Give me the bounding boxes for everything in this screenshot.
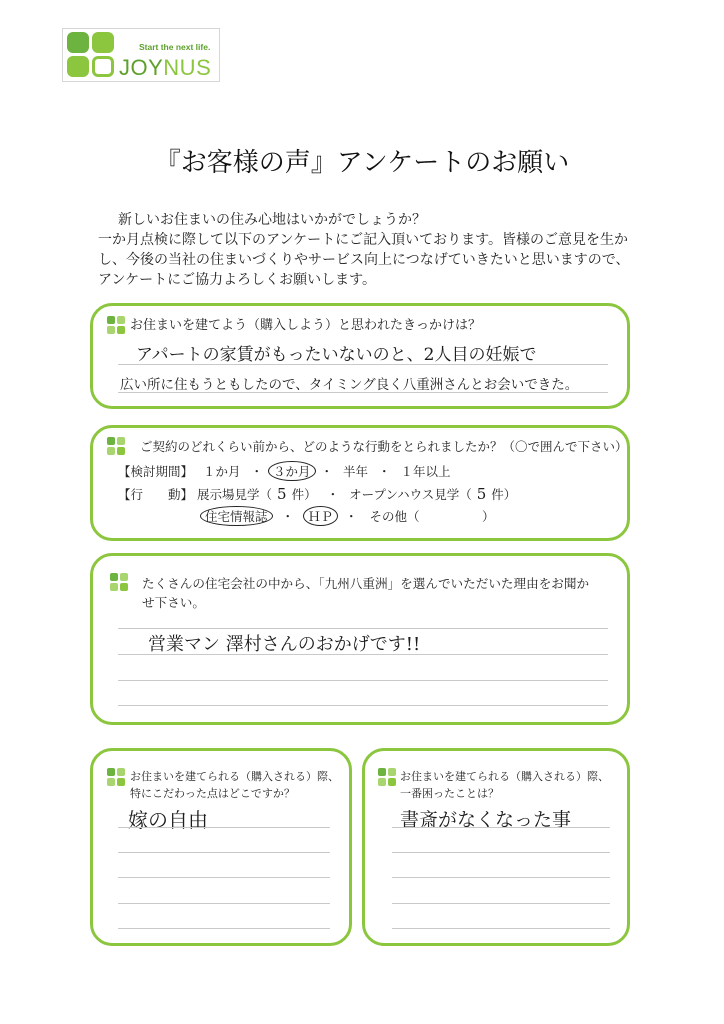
question-text: お住まいを建てられる（購入される）際、 xyxy=(130,770,339,783)
answer-line xyxy=(392,877,610,878)
period-option: 半年 xyxy=(343,464,369,479)
logo-tagline: Start the next life. xyxy=(139,42,211,52)
answer-line xyxy=(392,852,610,853)
clover-icon xyxy=(110,573,128,591)
intro-line: 一か月点検に際して以下のアンケートにご記入頂いております。皆様のご意見を生か xyxy=(98,232,629,248)
question-text: お住まいを建てられる（購入される）際、 xyxy=(400,770,609,783)
logo-wordmark: JOYNUS xyxy=(119,55,212,80)
openhouse-label: オープンハウス見学（ xyxy=(349,487,472,502)
action-row-2: 住宅情報誌 ・ ＨＰ ・ その他（ ） xyxy=(205,507,495,525)
question-text: ご契約のどれくらい前から、どのような行動をとられましたか？（〇で囲んで下さい） xyxy=(140,439,628,454)
answer-line xyxy=(118,903,330,904)
clover-logo-icon xyxy=(67,32,117,79)
answer-line xyxy=(392,827,610,828)
hp-option: ＨＰ xyxy=(303,506,338,526)
magazine-option: 住宅情報誌 xyxy=(200,506,273,526)
question-text: お住まいを建てよう（購入しよう）と思われたきっかけは？ xyxy=(130,318,482,333)
period-option: ３か月 xyxy=(268,461,316,481)
action-label: 【行 動】 xyxy=(118,487,194,502)
handwritten-answer: 書斎がなくなった事 xyxy=(400,809,572,831)
question-text: たくさんの住宅会社の中から、「九州八重洲」を選んでいただいた理由をお聞か xyxy=(142,576,590,591)
showroom-label: 展示場見学（ xyxy=(197,487,273,502)
period-row: 【検討期間】 １か月 ・ ３か月 ・ 半年 ・ １年以上 xyxy=(118,462,451,480)
handwritten-answer: 営業マン 澤村さんのおかげです!! xyxy=(148,634,421,655)
clover-icon xyxy=(107,768,125,786)
answer-line xyxy=(118,852,330,853)
answer-line xyxy=(392,928,610,929)
period-option: １か月 xyxy=(203,464,241,479)
answer-line xyxy=(118,392,608,393)
answer-line xyxy=(118,928,330,929)
clover-icon xyxy=(107,316,125,334)
answer-line xyxy=(392,903,610,904)
period-label: 【検討期間】 xyxy=(118,464,194,479)
handwritten-count: 5 xyxy=(277,485,287,503)
handwritten-count: 5 xyxy=(476,485,487,503)
answer-line xyxy=(118,827,330,828)
handwritten-answer: アパートの家賃がもったいないのと、2人目の妊娠で xyxy=(136,345,537,365)
answer-line xyxy=(118,680,608,681)
clover-icon xyxy=(378,768,396,786)
page-title: 『お客様の声』アンケートのお願い xyxy=(154,148,570,178)
action-row: 【行 動】 展示場見学（ 5 件） ・ オープンハウス見学（ 5 件） xyxy=(118,485,517,503)
question-text: 一番困ったことは？ xyxy=(400,787,499,800)
intro-line: アンケートにご協力よろしくお願いします。 xyxy=(98,272,377,288)
question-text: 特にこだわった点はどこですか？ xyxy=(130,787,295,800)
intro-line: し、今後の当社の住まいづくりやサービス向上につなげていきたいと思いますので、 xyxy=(98,252,630,268)
handwritten-answer: 広い所に住もうともしたので、タイミング良く八重洲さんとお会いできた。 xyxy=(120,377,579,393)
other-option: その他（ ） xyxy=(369,509,495,524)
company-logo xyxy=(62,28,220,82)
intro-line: 新しいお住まいの住み心地はいかがでしょうか？ xyxy=(118,212,426,228)
clover-icon xyxy=(107,437,125,455)
answer-line xyxy=(118,628,608,629)
answer-line xyxy=(118,654,608,655)
question-text: せ下さい。 xyxy=(142,595,205,610)
answer-line xyxy=(118,364,608,365)
answer-line xyxy=(118,877,330,878)
period-option: １年以上 xyxy=(400,464,451,479)
answer-line xyxy=(118,705,608,706)
handwritten-answer: 嫁の自由 xyxy=(128,808,208,832)
